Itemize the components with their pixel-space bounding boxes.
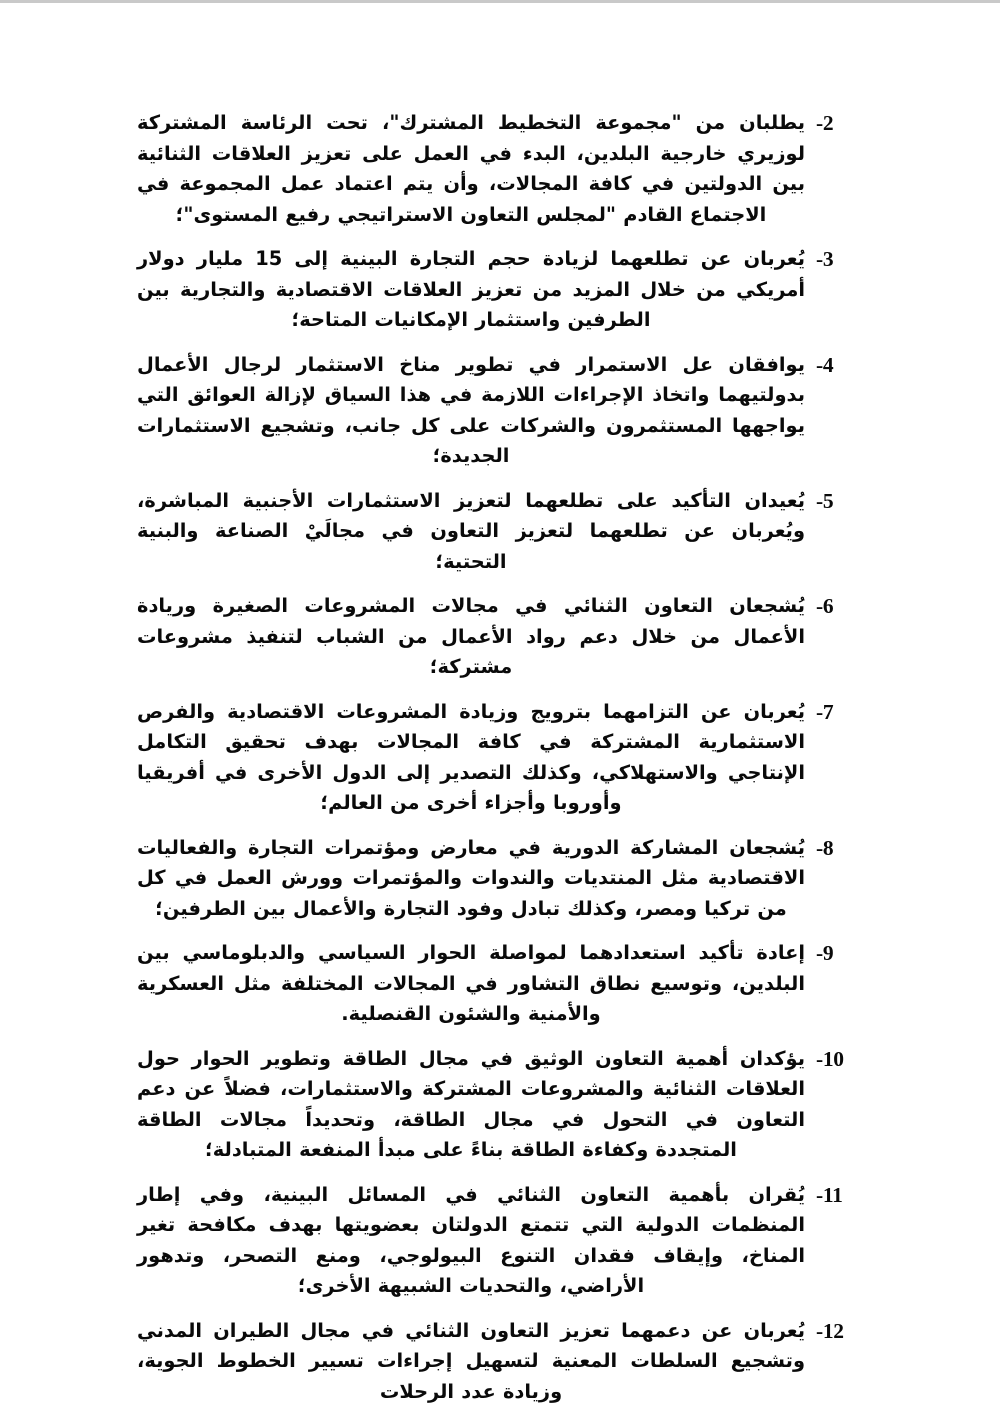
clause-item <box>137 1180 850 1302</box>
clause-number: -12 <box>816 1318 844 1343</box>
clause-text: يُقران بأهمية التعاون الثنائي في المسائل البينية، وفي إطار المنظمات الدولية التي تتمتع الدولتان بعضويتها بهدف مكافحة تغير المناخ، وإيقاف فقدان التنوع البيولوجي، ومنع التصحر، وتدهور الأراضي، والتحديات الشبيهة الأخرى؛ <box>137 1182 805 1297</box>
clause-item <box>137 486 850 578</box>
clause-item <box>137 1316 850 1408</box>
clause-item <box>137 244 850 336</box>
clause-number: -2 <box>816 111 834 135</box>
clause-list <box>137 108 850 1421</box>
clause-text: يُشجعان التعاون الثنائي في مجالات المشروعات الصغيرة وريادة الأعمال من خلال دعم رواد الأعمال من الشباب لتنفيذ مشروعات مشتركة؛ <box>137 594 805 678</box>
clause-item <box>137 1044 850 1166</box>
clause-text: يوافقان عل الاستمرار في تطوير مناخ الاستثمار لرجال الأعمال بدولتيهما واتخاذ الإجراءات اللازمة في هذا السياق لإزالة العوائق التي يواجهها المستثمرون والشركات على كل جانب، وتشجيع الاستثمارات الجديدة؛ <box>137 352 805 467</box>
clause-item <box>137 350 850 472</box>
clause-number: -5 <box>816 488 834 513</box>
clause-item <box>137 833 850 925</box>
clause-text: يطلبان من "مجموعة التخطيط المشترك"، تحت الرئاسة المشتركة لوزيري خارجية البلدين، البدء في العمل على تعزيز العلاقات الثنائية بين الدولتين في كافة المجالات، وأن يتم اعتماد عمل المجموعة في الاجتماع القادم "لمجلس التعاون الاستراتيجي رفيع المستوى"؛ <box>137 111 805 226</box>
clause-text: إعادة تأكيد استعدادهما لمواصلة الحوار السياسي والدبلوماسي بين البلدين، وتوسيع نطاق التشاور في المجالات المختلفة مثل العسكرية والأمنية والشئون القنصلية. <box>137 941 805 1025</box>
clause-number: -6 <box>816 594 834 618</box>
clause-number: -7 <box>816 699 834 724</box>
clause-text: يُعربان عن دعمهما تعزيز التعاون الثنائي في مجال الطيران المدني وتشجيع السلطات المعنية لتسهيل إجراءات تسيير الخطوط الجوية، وزيادة عدد الرحلات <box>137 1318 805 1403</box>
clause-number: -10 <box>816 1046 844 1071</box>
clause-number: -3 <box>816 247 834 271</box>
page-top-rule <box>0 0 1000 3</box>
clause-item <box>137 938 850 1030</box>
clause-number: -9 <box>816 941 834 965</box>
clause-number: -4 <box>816 352 834 377</box>
clause-text: يؤكدان أهمية التعاون الوثيق في مجال الطاقة وتطوير الحوار حول العلاقات الثنائية والمشروعات المشتركة والاستثمارات، فضلاً عن دعم التعاون في التحول في مجال الطاقة، وتحديداً مجالات الطاقة المتجددة وكفاءة الطاقة بناءً على مبدأ المنفعة المتبادلة؛ <box>137 1046 805 1161</box>
clause-number: -8 <box>816 835 834 860</box>
clause-number: -11 <box>816 1182 843 1207</box>
clause-text: يُعيدان التأكيد على تطلعهما لتعزيز الاستثمارات الأجنبية المباشرة، ويُعربان عن تطلعهما لتعزيز التعاون في مجالَيْ الصناعة والبنية التحتية؛ <box>137 488 805 573</box>
clause-text: يُعربان عن تطلعهما لزيادة حجم التجارة البينية إلى 15 مليار دولار أمريكي من خلال المزيد من تعزيز العلاقات الاقتصادية والتجارية بين الطرفين واستثمار الإمكانيات المتاحة؛ <box>137 247 805 331</box>
clause-item <box>137 108 850 230</box>
clause-text: يُشجعان المشاركة الدورية في معارض ومؤتمرات التجارة والفعاليات الاقتصادية مثل المنتديات والندوات والمؤتمرات وورش العمل في كل من تركيا ومصر، وكذلك تبادل وفود التجارة والأعمال بين الطرفين؛ <box>137 835 805 920</box>
clause-item <box>137 591 850 683</box>
clause-item <box>137 697 850 819</box>
clause-text: يُعربان عن التزامهما بترويج وزيادة المشروعات الاقتصادية والفرص الاستثمارية المشتركة في كافة المجالات بهدف تحقيق التكامل الإنتاجي والاستهلاكي، وكذلك التصدير إلى الدول الأخرى في أفريقيا وأوروبا وأجزاء أخرى من العالم؛ <box>137 699 805 814</box>
